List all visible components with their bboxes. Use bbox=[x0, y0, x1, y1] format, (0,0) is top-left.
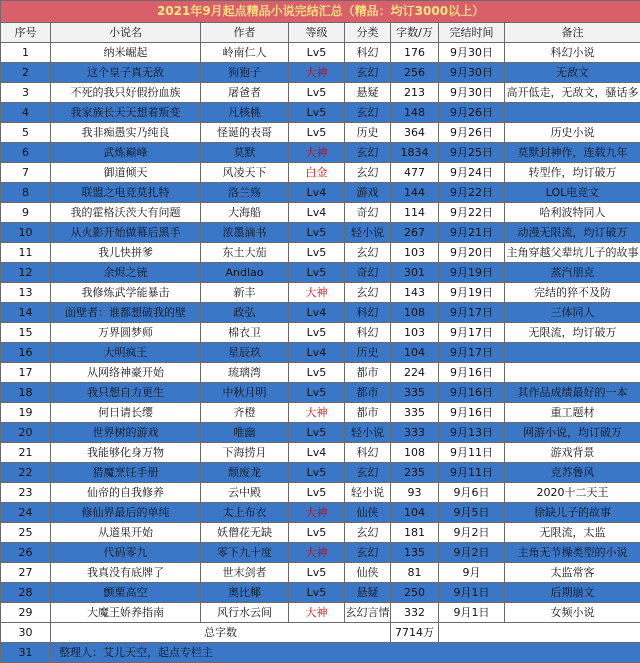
table-row bbox=[1, 523, 640, 543]
total-row bbox=[1, 623, 640, 643]
row-level: Lv4 bbox=[289, 303, 345, 323]
row-name: 修仙界最后的单纯 bbox=[51, 503, 201, 523]
row-author: 风凌天下 bbox=[201, 163, 289, 183]
row-date: 9月30日 bbox=[439, 43, 505, 63]
row-level: 大神 bbox=[289, 403, 345, 423]
row-words: 335 bbox=[391, 403, 439, 423]
row-note bbox=[505, 103, 640, 123]
row-author: 东土大茄 bbox=[201, 243, 289, 263]
table-row bbox=[1, 343, 640, 363]
row-name: 从火影开始做幕后黑手 bbox=[51, 223, 201, 243]
row-date: 9月13日 bbox=[439, 423, 505, 443]
row-category: 游戏 bbox=[345, 183, 391, 203]
row-date: 9月16日 bbox=[439, 383, 505, 403]
row-no: 14 bbox=[1, 303, 51, 323]
row-no: 20 bbox=[1, 423, 51, 443]
table-row bbox=[1, 423, 640, 443]
row-level: Lv4 bbox=[289, 183, 345, 203]
row-name: 大明疯王 bbox=[51, 343, 201, 363]
row-author: 政弘 bbox=[201, 303, 289, 323]
row-name: 我儿快拼爹 bbox=[51, 243, 201, 263]
row-level: Lv5 bbox=[289, 463, 345, 483]
row-name: 我真没有底牌了 bbox=[51, 563, 201, 583]
row-words: 333 bbox=[391, 423, 439, 443]
row-words: 148 bbox=[391, 103, 439, 123]
row-category: 都市 bbox=[345, 383, 391, 403]
row-category: 科幻 bbox=[345, 303, 391, 323]
row-note bbox=[505, 363, 640, 383]
row-level: Lv5 bbox=[289, 43, 345, 63]
row-category: 轻小说 bbox=[345, 423, 391, 443]
row-name: 颤栗高空 bbox=[51, 583, 201, 603]
row-name: 代码零九 bbox=[51, 543, 201, 563]
row-category: 科幻 bbox=[345, 323, 391, 343]
row-note: 无敌文 bbox=[505, 63, 640, 83]
row-level: 大神 bbox=[289, 603, 345, 623]
row-date: 9月19日 bbox=[439, 263, 505, 283]
row-name: 世界树的游戏 bbox=[51, 423, 201, 443]
row-author: 奥比椰 bbox=[201, 583, 289, 603]
row-level: Lv5 bbox=[289, 103, 345, 123]
row-note: 女频小说 bbox=[505, 603, 640, 623]
header-no: 序号 bbox=[1, 23, 51, 43]
row-words: 477 bbox=[391, 163, 439, 183]
row-author: 唯幽 bbox=[201, 423, 289, 443]
header-date: 完结时间 bbox=[439, 23, 505, 43]
table-row bbox=[1, 463, 640, 483]
row-no: 6 bbox=[1, 143, 51, 163]
row-level: Lv5 bbox=[289, 483, 345, 503]
row-name: 这个皇子真无敌 bbox=[51, 63, 201, 83]
row-words: 250 bbox=[391, 583, 439, 603]
row-author: 洛兰殇 bbox=[201, 183, 289, 203]
row-category: 玄幻 bbox=[345, 283, 391, 303]
row-name: 御道倾天 bbox=[51, 163, 201, 183]
row-no: 28 bbox=[1, 583, 51, 603]
footer-text: 整理人：艾儿天空，起点专栏主 bbox=[51, 643, 640, 663]
row-category: 科幻 bbox=[345, 43, 391, 63]
row-level: Lv5 bbox=[289, 83, 345, 103]
table-row bbox=[1, 603, 640, 623]
row-note: 其作品成绩最好的一本 bbox=[505, 383, 640, 403]
header-note: 备注 bbox=[505, 23, 640, 43]
row-category: 玄幻 bbox=[345, 523, 391, 543]
row-author: 妖僧花无缺 bbox=[201, 523, 289, 543]
row-level: Lv5 bbox=[289, 123, 345, 143]
row-date: 9月1日 bbox=[439, 583, 505, 603]
row-level: 大神 bbox=[289, 63, 345, 83]
row-author: 中秋月明 bbox=[201, 383, 289, 403]
table-row bbox=[1, 403, 640, 423]
row-no: 19 bbox=[1, 403, 51, 423]
row-author: 大海船 bbox=[201, 203, 289, 223]
row-date: 9月17日 bbox=[439, 323, 505, 343]
row-category: 玄幻 bbox=[345, 103, 391, 123]
row-category: 都市 bbox=[345, 363, 391, 383]
row-note: 网游小说，均订破万 bbox=[505, 423, 640, 443]
row-category: 仙侠 bbox=[345, 563, 391, 583]
table-row bbox=[1, 263, 640, 283]
row-level: Lv5 bbox=[289, 323, 345, 343]
table-row bbox=[1, 503, 640, 523]
row-date: 9月21日 bbox=[439, 223, 505, 243]
table-row bbox=[1, 223, 640, 243]
row-note: 2020十二天王 bbox=[505, 483, 640, 503]
row-author: 凡核桃 bbox=[201, 103, 289, 123]
row-name: 从道果开始 bbox=[51, 523, 201, 543]
row-name: 纳米崛起 bbox=[51, 43, 201, 63]
row-words: 1834 bbox=[391, 143, 439, 163]
row-no: 25 bbox=[1, 523, 51, 543]
row-note: 无限流，太监 bbox=[505, 523, 640, 543]
row-words: 181 bbox=[391, 523, 439, 543]
row-category: 玄幻 bbox=[345, 143, 391, 163]
row-note: 完结的猝不及防 bbox=[505, 283, 640, 303]
total-label: 总字数 bbox=[51, 623, 391, 643]
row-category: 悬疑 bbox=[345, 583, 391, 603]
row-note: 重工题材 bbox=[505, 403, 640, 423]
table-row bbox=[1, 543, 640, 563]
row-author: 怪诞的表哥 bbox=[201, 123, 289, 143]
row-name: 联盟之电竞莫扎特 bbox=[51, 183, 201, 203]
row-words: 235 bbox=[391, 463, 439, 483]
row-category: 玄幻 bbox=[345, 63, 391, 83]
row-date: 9月25日 bbox=[439, 143, 505, 163]
row-words: 104 bbox=[391, 503, 439, 523]
row-words: 144 bbox=[391, 183, 439, 203]
row-date: 9月6日 bbox=[439, 483, 505, 503]
row-category: 轻小说 bbox=[345, 223, 391, 243]
row-note: 徐缺儿子的故事 bbox=[505, 503, 640, 523]
footer-row bbox=[1, 643, 640, 663]
row-no: 11 bbox=[1, 243, 51, 263]
row-author: 世末剑者 bbox=[201, 563, 289, 583]
row-level: 大神 bbox=[289, 143, 345, 163]
row-level: Lv5 bbox=[289, 243, 345, 263]
row-date: 9月20日 bbox=[439, 243, 505, 263]
row-name: 我的霍格沃茨大有问题 bbox=[51, 203, 201, 223]
table-row bbox=[1, 63, 640, 83]
row-level: Lv4 bbox=[289, 443, 345, 463]
row-author: 新丰 bbox=[201, 283, 289, 303]
row-words: 224 bbox=[391, 363, 439, 383]
table-row bbox=[1, 563, 640, 583]
row-author: 狗狍子 bbox=[201, 63, 289, 83]
row-date: 9月19日 bbox=[439, 283, 505, 303]
table-row bbox=[1, 103, 640, 123]
row-no: 21 bbox=[1, 443, 51, 463]
row-no: 1 bbox=[1, 43, 51, 63]
row-date: 9月11日 bbox=[439, 443, 505, 463]
row-no: 16 bbox=[1, 343, 51, 363]
row-date: 9月26日 bbox=[439, 103, 505, 123]
row-level: Lv5 bbox=[289, 263, 345, 283]
row-words: 301 bbox=[391, 263, 439, 283]
table-row bbox=[1, 443, 640, 463]
row-note: 转型作，均订破万 bbox=[505, 163, 640, 183]
row-author: 颓废龙 bbox=[201, 463, 289, 483]
row-no: 10 bbox=[1, 223, 51, 243]
row-author: 浓墨滴书 bbox=[201, 223, 289, 243]
row-category: 奇幻 bbox=[345, 203, 391, 223]
row-words: 114 bbox=[391, 203, 439, 223]
row-level: Lv5 bbox=[289, 583, 345, 603]
row-note: 无限流，均订破万 bbox=[505, 323, 640, 343]
row-words: 108 bbox=[391, 443, 439, 463]
row-date: 9月17日 bbox=[439, 303, 505, 323]
row-date: 9月30日 bbox=[439, 63, 505, 83]
row-date: 9月2日 bbox=[439, 543, 505, 563]
row-author: 风行水云间 bbox=[201, 603, 289, 623]
table-row bbox=[1, 183, 640, 203]
row-date: 9月22日 bbox=[439, 183, 505, 203]
table-row bbox=[1, 383, 640, 403]
row-words: 135 bbox=[391, 543, 439, 563]
row-note: 后期崩文 bbox=[505, 583, 640, 603]
row-words: 335 bbox=[391, 383, 439, 403]
row-words: 143 bbox=[391, 283, 439, 303]
row-words: 103 bbox=[391, 243, 439, 263]
total-value: 7714万 bbox=[391, 623, 439, 643]
table-row bbox=[1, 583, 640, 603]
row-author: 云中殿 bbox=[201, 483, 289, 503]
row-note bbox=[505, 343, 640, 363]
row-level: Lv4 bbox=[289, 343, 345, 363]
row-note: 历史小说 bbox=[505, 123, 640, 143]
row-category: 都市 bbox=[345, 403, 391, 423]
row-date: 9月24日 bbox=[439, 163, 505, 183]
row-author: 星辰玖 bbox=[201, 343, 289, 363]
table-row bbox=[1, 243, 640, 263]
row-name: 何日请长缨 bbox=[51, 403, 201, 423]
row-name: 余烬之铳 bbox=[51, 263, 201, 283]
row-no: 9 bbox=[1, 203, 51, 223]
row-no: 15 bbox=[1, 323, 51, 343]
row-author: 棉衣卫 bbox=[201, 323, 289, 343]
header-name: 小说名 bbox=[51, 23, 201, 43]
row-level: Lv5 bbox=[289, 383, 345, 403]
row-words: 267 bbox=[391, 223, 439, 243]
row-category: 奇幻 bbox=[345, 263, 391, 283]
row-author: 岭南仁人 bbox=[201, 43, 289, 63]
row-author: 太上布衣 bbox=[201, 503, 289, 523]
row-name: 面壁者：谁都想破我的壁 bbox=[51, 303, 201, 323]
row-no: 7 bbox=[1, 163, 51, 183]
row-words: 108 bbox=[391, 303, 439, 323]
row-level: 大神 bbox=[289, 543, 345, 563]
row-no: 4 bbox=[1, 103, 51, 123]
row-words: 103 bbox=[391, 323, 439, 343]
footer-no: 31 bbox=[1, 643, 51, 663]
row-category: 悬疑 bbox=[345, 83, 391, 103]
total-no: 30 bbox=[1, 623, 51, 643]
row-level: 白金 bbox=[289, 163, 345, 183]
row-date: 9月30日 bbox=[439, 83, 505, 103]
row-note: 三体同人 bbox=[505, 303, 640, 323]
row-no: 24 bbox=[1, 503, 51, 523]
row-date: 9月26日 bbox=[439, 123, 505, 143]
row-date: 9月2日 bbox=[439, 523, 505, 543]
row-no: 3 bbox=[1, 83, 51, 103]
row-category: 轻小说 bbox=[345, 483, 391, 503]
row-level: Lv5 bbox=[289, 563, 345, 583]
row-no: 8 bbox=[1, 183, 51, 203]
row-words: 104 bbox=[391, 343, 439, 363]
row-name: 我只想自力更生 bbox=[51, 383, 201, 403]
row-name: 万界圆梦师 bbox=[51, 323, 201, 343]
row-category: 历史 bbox=[345, 123, 391, 143]
row-date: 9月 bbox=[439, 563, 505, 583]
row-date: 9月16日 bbox=[439, 403, 505, 423]
row-category: 玄幻 bbox=[345, 163, 391, 183]
row-level: Lv5 bbox=[289, 523, 345, 543]
row-name: 从网络神豪开始 bbox=[51, 363, 201, 383]
row-author: 琉璃湾 bbox=[201, 363, 289, 383]
row-note: 哈利波特同人 bbox=[505, 203, 640, 223]
row-note: 主角无节操类型的小说 bbox=[505, 543, 640, 563]
table-row bbox=[1, 363, 640, 383]
row-name: 仙帝的自我修养 bbox=[51, 483, 201, 503]
table-title: 2021年9月起点精品小说完结汇总（精品：均订3000以上） bbox=[1, 1, 640, 23]
row-note: 蒸汽朋克 bbox=[505, 263, 640, 283]
header-level: 等级 bbox=[289, 23, 345, 43]
row-words: 81 bbox=[391, 563, 439, 583]
row-author: 屠爸者 bbox=[201, 83, 289, 103]
row-category: 玄幻言情 bbox=[345, 603, 391, 623]
row-author: 零下九十度 bbox=[201, 543, 289, 563]
row-level: Lv5 bbox=[289, 423, 345, 443]
row-no: 13 bbox=[1, 283, 51, 303]
row-no: 27 bbox=[1, 563, 51, 583]
row-words: 176 bbox=[391, 43, 439, 63]
row-no: 2 bbox=[1, 63, 51, 83]
row-note: 太监常客 bbox=[505, 563, 640, 583]
row-date: 9月17日 bbox=[439, 343, 505, 363]
row-no: 18 bbox=[1, 383, 51, 403]
table-row bbox=[1, 203, 640, 223]
table-row bbox=[1, 123, 640, 143]
table-row bbox=[1, 303, 640, 323]
row-name: 不死的我只好假扮血族 bbox=[51, 83, 201, 103]
row-name: 武炼巅峰 bbox=[51, 143, 201, 163]
row-author: Andlao bbox=[201, 263, 289, 283]
row-note: 高开低走，无敌文，骚话多 bbox=[505, 83, 640, 103]
row-level: 大神 bbox=[289, 283, 345, 303]
row-words: 213 bbox=[391, 83, 439, 103]
row-level: Lv4 bbox=[289, 203, 345, 223]
row-words: 93 bbox=[391, 483, 439, 503]
table-row bbox=[1, 143, 640, 163]
row-no: 12 bbox=[1, 263, 51, 283]
row-no: 23 bbox=[1, 483, 51, 503]
row-date: 9月22日 bbox=[439, 203, 505, 223]
table-row bbox=[1, 43, 640, 63]
row-author: 下海捞月 bbox=[201, 443, 289, 463]
row-name: 猎魔烹饪手册 bbox=[51, 463, 201, 483]
row-words: 332 bbox=[391, 603, 439, 623]
row-note: 克苏鲁风 bbox=[505, 463, 640, 483]
row-no: 17 bbox=[1, 363, 51, 383]
row-no: 22 bbox=[1, 463, 51, 483]
row-date: 9月11日 bbox=[439, 463, 505, 483]
row-note: 动漫无限流，均订破万 bbox=[505, 223, 640, 243]
row-date: 9月16日 bbox=[439, 363, 505, 383]
table-row bbox=[1, 83, 640, 103]
header-author: 作者 bbox=[201, 23, 289, 43]
total-empty bbox=[439, 623, 640, 643]
row-category: 玄幻 bbox=[345, 463, 391, 483]
row-no: 26 bbox=[1, 543, 51, 563]
table-row bbox=[1, 483, 640, 503]
row-words: 364 bbox=[391, 123, 439, 143]
row-category: 玄幻 bbox=[345, 243, 391, 263]
row-no: 29 bbox=[1, 603, 51, 623]
row-level: Lv5 bbox=[289, 363, 345, 383]
row-name: 大魔王娇养指南 bbox=[51, 603, 201, 623]
row-name: 我修炼武学能暴击 bbox=[51, 283, 201, 303]
row-no: 5 bbox=[1, 123, 51, 143]
row-category: 仙侠 bbox=[345, 503, 391, 523]
row-category: 历史 bbox=[345, 343, 391, 363]
row-date: 9月5日 bbox=[439, 503, 505, 523]
header-category: 分类 bbox=[345, 23, 391, 43]
row-category: 科幻 bbox=[345, 443, 391, 463]
row-note: 科幻小说 bbox=[505, 43, 640, 63]
row-category: 玄幻 bbox=[345, 543, 391, 563]
row-note: 游戏背景 bbox=[505, 443, 640, 463]
row-note: 主角穿越父辈坑儿子的故事 bbox=[505, 243, 640, 263]
row-name: 我能够化身万物 bbox=[51, 443, 201, 463]
table-row bbox=[1, 163, 640, 183]
header-words: 字数/万 bbox=[391, 23, 439, 43]
row-name: 我非痴愚实乃纯良 bbox=[51, 123, 201, 143]
table-row bbox=[1, 323, 640, 343]
table-row bbox=[1, 283, 640, 303]
row-author: 齐橙 bbox=[201, 403, 289, 423]
row-author: 莫默 bbox=[201, 143, 289, 163]
row-level: Lv5 bbox=[289, 223, 345, 243]
row-name: 我家族长天天想着叛变 bbox=[51, 103, 201, 123]
row-level: 大神 bbox=[289, 503, 345, 523]
row-note: LOL电竞文 bbox=[505, 183, 640, 203]
row-words: 256 bbox=[391, 63, 439, 83]
row-date: 9月1日 bbox=[439, 603, 505, 623]
row-note: 莫默封神作，连载九年 bbox=[505, 143, 640, 163]
